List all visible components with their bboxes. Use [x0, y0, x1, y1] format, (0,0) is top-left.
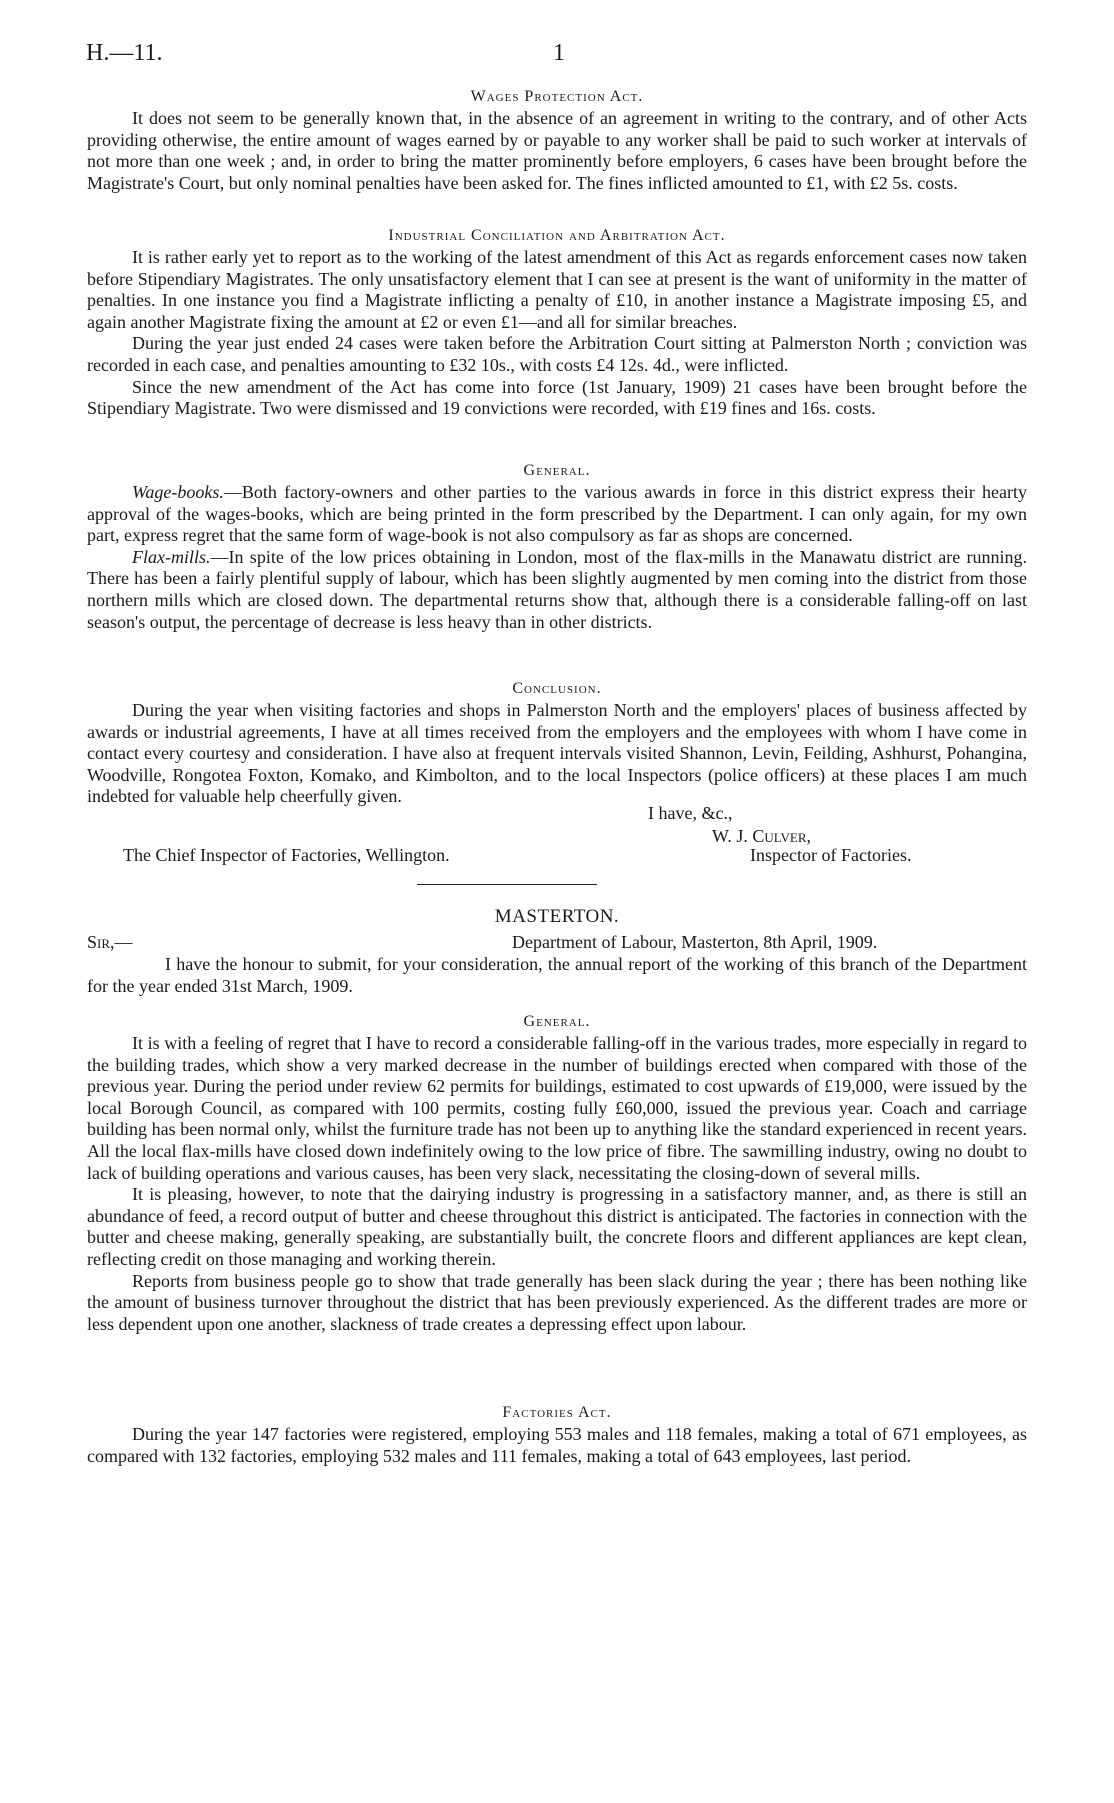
- paragraph: It is with a feeling of regret that I have to record a considerable falling-off in the various trades, more especially in regard to the building trades, which show a very marked decrease in the number of buildings erected when compared with those of the previous year. During the period under review 62 permits for buildings, estimated to cost upwards of £19,000, were issued by the local Borough Council, as compared with 100 permits, costing fully £60,000, issued the previous year. Coach and carriage building has been normal only, whilst the furniture trade has not been up to anything like the standard experienced in recent years. All the local flax-mills have closed down indefinitely owing to the low price of fibre. The sawmilling industry, owing no doubt to lack of building operations and various causes, has been very slack, necessitating the closing-down of several mills.: [87, 1033, 1027, 1183]
- addressee: The Chief Inspector of Factories, Wellington.: [123, 845, 450, 865]
- section-heading: Wages Protection Act.: [470, 88, 644, 105]
- factories-act-section: [87, 1402, 1027, 1467]
- paragraph: I have the honour to submit, for your consideration, the annual report of the working of this branch of the Department for the year ended 31st March, 1909.: [87, 954, 1027, 996]
- paragraph: It is pleasing, however, to note that the dairying industry is progressing in a satisfactory manner, and, as there is still an abundance of feed, a record output of butter and cheese throughout this district is anticipated. The factories in connection with the butter and cheese making, generally speaking, are substantially built, the concrete floors and different appliances are kept clean, reflecting credit on those managing and working therein.: [87, 1184, 1027, 1269]
- page-number: 1: [553, 40, 565, 66]
- paragraph: During the year when visiting factories and shops in Palmerston North and the employers' places of business affected by awards or industrial agreements, I have at all times received from the employers and the employees with whom I have come in contact every courtesy and consideration. I have also at frequent intervals visited Shannon, Levin, Feilding, Ashhurst, Pohangina, Woodville, Rongotea Foxton, Komako, and Kimbolton, and to the local Inspectors (police officers) at these places I am much indebted for valuable help cheerfully given.: [87, 700, 1027, 807]
- paragraph: It is rather early yet to report as to the working of the latest amendment of this Act as regards enforcement cases now taken before Stipendiary Magistrates. The only unsatisfactory element that I can see at present is the want of uniformity in the matter of penalties. In one instance you find a Magistrate inflicting a penalty of £10, in another instance a Magistrate imposing £5, and again another Magistrate fixing the amount at £2 or even £1—and all for similar breaches.: [87, 247, 1027, 332]
- masterton-intro: [87, 954, 1027, 997]
- section-divider: [417, 884, 597, 885]
- conclusion-section: [87, 678, 1027, 808]
- paragraph-text: —Both factory-owners and other parties to the various awards in force in this district express their hearty approval of the wages-books, which are being printed in the form prescribed by the Department. I can only again, for my own part, express regret that the same form of wage-book is not also compulsory as far as shops are concerned.: [87, 482, 1027, 546]
- arbitration-section: [87, 225, 1027, 420]
- paragraph: During the year just ended 24 cases were taken before the Arbitration Court sitting at Palmerston North ; conviction was recorded in each case, and penalties amounting to £32 10s., with costs £4 12s. 4d., were inflicted.: [87, 333, 1027, 375]
- paragraph: [87, 482, 1027, 547]
- general-section: [87, 460, 1027, 633]
- salutation: Sir,—: [87, 932, 133, 952]
- side-heading: Wage-books.: [132, 482, 224, 502]
- paragraph: [87, 547, 1027, 633]
- paragraph: Reports from business people go to show that trade generally has been slack during the year ; there has been nothing like the amount of business turnover throughout the district that has been previously experienced. As the different trades are more or less dependent upon one another, slackness of trade creates a depressing effect upon labour.: [87, 1270, 1027, 1334]
- side-heading: Flax-mills.: [132, 546, 211, 567]
- wages-section: [87, 86, 1027, 194]
- paragraph: It does not seem to be generally known that, in the absence of an agreement in writing to the contrary, and of other Acts providing otherwise, the entire amount of wages earned by or payable to any worker shall be paid to such worker at intervals of not more than one week ; and, in order to bring the matter prominently before employers, 6 cases have been brought before the Magistrate's Court, but only nominal penalties have been asked for. The fines inflicted amounted to £1, with £2 5s. costs.: [87, 108, 1027, 193]
- section-heading: Factories Act.: [502, 1404, 612, 1421]
- district-title: MASTERTON.: [494, 906, 620, 927]
- signer-name: W. J. Culver,: [712, 826, 811, 846]
- paragraph: During the year 147 factories were registered, employing 553 males and 118 females, making a total of 671 employees, as compared with 132 factories, employing 532 males and 111 females, making a total of 643 employees, last period.: [87, 1424, 1027, 1466]
- signer-title: Inspector of Factories.: [750, 845, 912, 865]
- section-heading: General.: [523, 462, 591, 479]
- paragraph-text: —In spite of the low prices obtaining in London, most of the flax-mills in the Manawatu district are running. There has been a fairly plentiful supply of labour, which has been slightly augmented by men coming into the district from those northern mills which are closed down. The departmental returns show that, although there is a considerable falling-off on last season's output, the percentage of decrease is less heavy than in other districts.: [87, 546, 1027, 632]
- paragraph: Since the new amendment of the Act has come into force (1st January, 1909) 21 cases have been brought before the Stipendiary Magistrate. Two were dismissed and 19 convictions were recorded, with £19 fines and 16s. costs.: [87, 376, 1027, 419]
- section-heading: Conclusion.: [512, 680, 602, 697]
- dateline: Department of Labour, Masterton, 8th April, 1909.: [512, 932, 878, 952]
- document-reference: H.—11.: [86, 40, 163, 66]
- section-heading: Industrial Conciliation and Arbitration Act.: [388, 227, 726, 244]
- masterton-general-section: [87, 1011, 1027, 1335]
- section-heading: General.: [523, 1013, 591, 1030]
- closing-line: I have, &c.,: [648, 803, 733, 823]
